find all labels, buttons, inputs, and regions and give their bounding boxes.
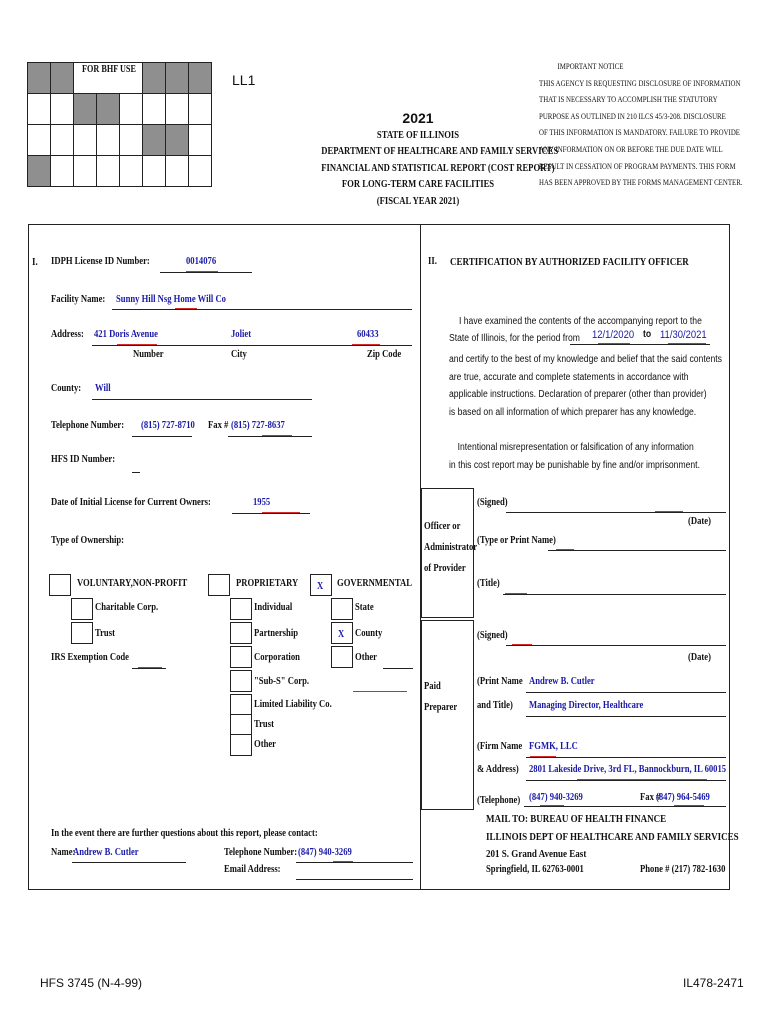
city-label: City [231, 349, 247, 360]
number-label: Number [133, 349, 164, 360]
warning-text: Intentional misrepresentation or falsification of any information in this cost report may be punishable by fine and/or imprisonment. [449, 442, 700, 471]
zip-value[interactable]: 60433 [357, 329, 379, 340]
preparer-print-name-label: (Print Name [477, 676, 523, 687]
facility-value[interactable]: Sunny Hill Nsg Home Will Co [116, 294, 226, 305]
preparer-name-value[interactable]: Andrew B. Cutler [529, 676, 595, 687]
county-value[interactable]: Will [95, 383, 111, 394]
proprietary-checkbox[interactable] [208, 574, 230, 596]
street-value[interactable]: 421 Doris Avenue [94, 329, 158, 340]
preparer-title-value[interactable]: Managing Director, Healthcare [529, 700, 644, 711]
individual-checkbox[interactable] [230, 598, 252, 620]
cert-line-1: I have examined the contents of the accompanying report to the [459, 316, 702, 327]
county-ownership-checkbox[interactable]: X [331, 622, 353, 644]
license-value[interactable]: 0014076 [186, 256, 217, 267]
form-number: HFS 3745 (N-4-99) [40, 976, 143, 990]
state-checkbox[interactable] [331, 598, 353, 620]
officer-print-name-label: (Type or Print Name) [477, 535, 556, 546]
governmental-checkbox[interactable]: X [310, 574, 332, 596]
individual-label: Individual [254, 602, 293, 613]
preparer-label: Paid Preparer [424, 681, 458, 713]
section-2-numeral: II. [428, 256, 437, 267]
county-ownership-label: County [355, 628, 383, 639]
firm-address-value[interactable]: 2801 Lakeside Drive, 3rd FL, Bannockburn, IL 60015 [529, 764, 727, 775]
zip-label: Zip Code [367, 349, 402, 360]
section-1-numeral: I. [32, 256, 38, 268]
contact-phone-label: Telephone Number: [224, 847, 298, 858]
other-label: Other [254, 739, 276, 750]
subs-checkbox[interactable] [230, 670, 252, 692]
trust2-label: Trust [254, 719, 274, 730]
preparer-tel-label: (Telephone) [477, 795, 521, 806]
fax-label: Fax # [208, 420, 229, 431]
preparer-fax-value[interactable]: (847) 964-5469 [656, 792, 710, 803]
voluntary-label: VOLUNTARY,NON-PROFIT [77, 578, 188, 589]
period-to[interactable]: 11/30/2021 [660, 329, 707, 341]
partnership-label: Partnership [254, 628, 299, 639]
officer-date-label: (Date) [688, 516, 711, 527]
initial-license-label: Date of Initial License for Current Owners: [51, 497, 211, 508]
officer-title-label: (Title) [477, 578, 500, 589]
other-gov-label: Other [355, 652, 377, 663]
period-from[interactable]: 12/1/2020 [592, 329, 635, 341]
important-notice: IMPORTANT NOTICE THIS AGENCY IS REQUESTING DISCLOSURE OF INFORMATION THAT IS NECESSARY TO ACCOMPLISH THE STATUTORY PURPOSE AS OUTLINED IN 210 ILCS 45/3-208. DISCLOSURE OF THIS INFORMATION IS MANDATORY. FAILURE TO PROVIDE ANY INFORMATION ON OR BEFORE THE DUE DATE WILL RESULT IN CESSATION OF PROGRAM PAYMENTS. THIS FORM HAS BEEN APPROVED BY THE FORMS MANAGEMENT CENTER. [539, 62, 743, 188]
report-title: STATE OF ILLINOIS DEPARTMENT OF HEALTHCARE AND FAMILY SERVICES FINANCIAL AND STATISTICAL REPORT (COST REPORT) FOR LONG-TERM CARE FACILITIES (FISCAL YEAR 2021) [321, 130, 559, 207]
initial-license-value[interactable]: 1955 [253, 497, 271, 508]
officer-label: Officer or Administrator of Provider [424, 521, 478, 574]
subs-label: "Sub-S" Corp. [254, 676, 310, 687]
address-label: Address: [51, 329, 84, 340]
partnership-checkbox[interactable] [230, 622, 252, 644]
preparer-tel-value[interactable]: (847) 940-3269 [529, 792, 583, 803]
charitable-label: Charitable Corp. [95, 602, 159, 613]
and-title-label: and Title) [477, 700, 513, 711]
officer-signed-label: (Signed) [477, 497, 508, 508]
state-label: State [355, 602, 374, 613]
contact-name-label: Name: [51, 847, 76, 858]
contact-name-value[interactable]: Andrew B. Cutler [73, 847, 139, 858]
address-label-2: & Address) [477, 764, 519, 775]
irs-label: IRS Exemption Code [51, 652, 129, 663]
voluntary-checkbox[interactable] [49, 574, 71, 596]
city-value[interactable]: Joliet [231, 329, 252, 340]
form-code-footer: IL478-2471 [683, 976, 744, 990]
bhf-use-label: FOR BHF USE [82, 64, 136, 75]
corporation-label: Corporation [254, 652, 300, 663]
to-label: to [643, 329, 652, 340]
ownership-label: Type of Ownership: [51, 535, 125, 546]
firm-value[interactable]: FGMK, LLC [529, 741, 578, 752]
other-gov-checkbox[interactable] [331, 646, 353, 668]
trust2-checkbox[interactable] [230, 714, 252, 736]
proprietary-label: PROPRIETARY [236, 578, 299, 589]
llc-checkbox[interactable] [230, 694, 252, 716]
cert-line-2: State of Illinois, for the period from [449, 333, 580, 344]
governmental-label: GOVERNMENTAL [337, 578, 412, 589]
other-checkbox[interactable] [230, 734, 252, 756]
fax-value[interactable]: (815) 727-8637 [231, 420, 285, 431]
license-label: IDPH License ID Number: [51, 256, 150, 267]
county-label: County: [51, 383, 82, 394]
facility-label: Facility Name: [51, 294, 106, 305]
cert-body: and certify to the best of my knowledge and belief that the said contents are true, accurate and complete statements in accordance with applicable instructions. Declaration of preparer (other than provider) is based on all information of which preparer has any knowledge. [449, 354, 722, 418]
mail-phone: Phone # (217) 782-1630 [640, 864, 726, 875]
llc-label: Limited Liability Co. [254, 699, 332, 710]
preparer-signed-label: (Signed) [477, 630, 508, 641]
charitable-checkbox[interactable] [71, 598, 93, 620]
phone-value[interactable]: (815) 727-8710 [141, 420, 195, 431]
preparer-date-label: (Date) [688, 652, 711, 663]
firm-label: (Firm Name [477, 741, 523, 752]
preparer-fax-label: Fax # [640, 792, 661, 803]
mail-city: Springfield, IL 62763-0001 [486, 864, 584, 875]
report-year: 2021 [402, 110, 434, 126]
contact-phone-value[interactable]: (847) 940-3269 [298, 847, 352, 858]
hfs-label: HFS ID Number: [51, 454, 116, 465]
bhf-use-grid [27, 62, 212, 187]
corporation-checkbox[interactable] [230, 646, 252, 668]
section-2-title: CERTIFICATION BY AUTHORIZED FACILITY OFFICER [450, 256, 689, 268]
trust-label: Trust [95, 628, 115, 639]
phone-label: Telephone Number: [51, 420, 125, 431]
mail-to-block: MAIL TO: BUREAU OF HEALTH FINANCE ILLINOIS DEPT OF HEALTHCARE AND FAMILY SERVICES 201 S. Grand Avenue East [486, 813, 739, 860]
trust-checkbox[interactable] [71, 622, 93, 644]
form-code: LL1 [232, 72, 256, 88]
email-label: Email Address: [224, 864, 281, 875]
questions-text: In the event there are further questions about this report, please contact: [51, 828, 318, 839]
